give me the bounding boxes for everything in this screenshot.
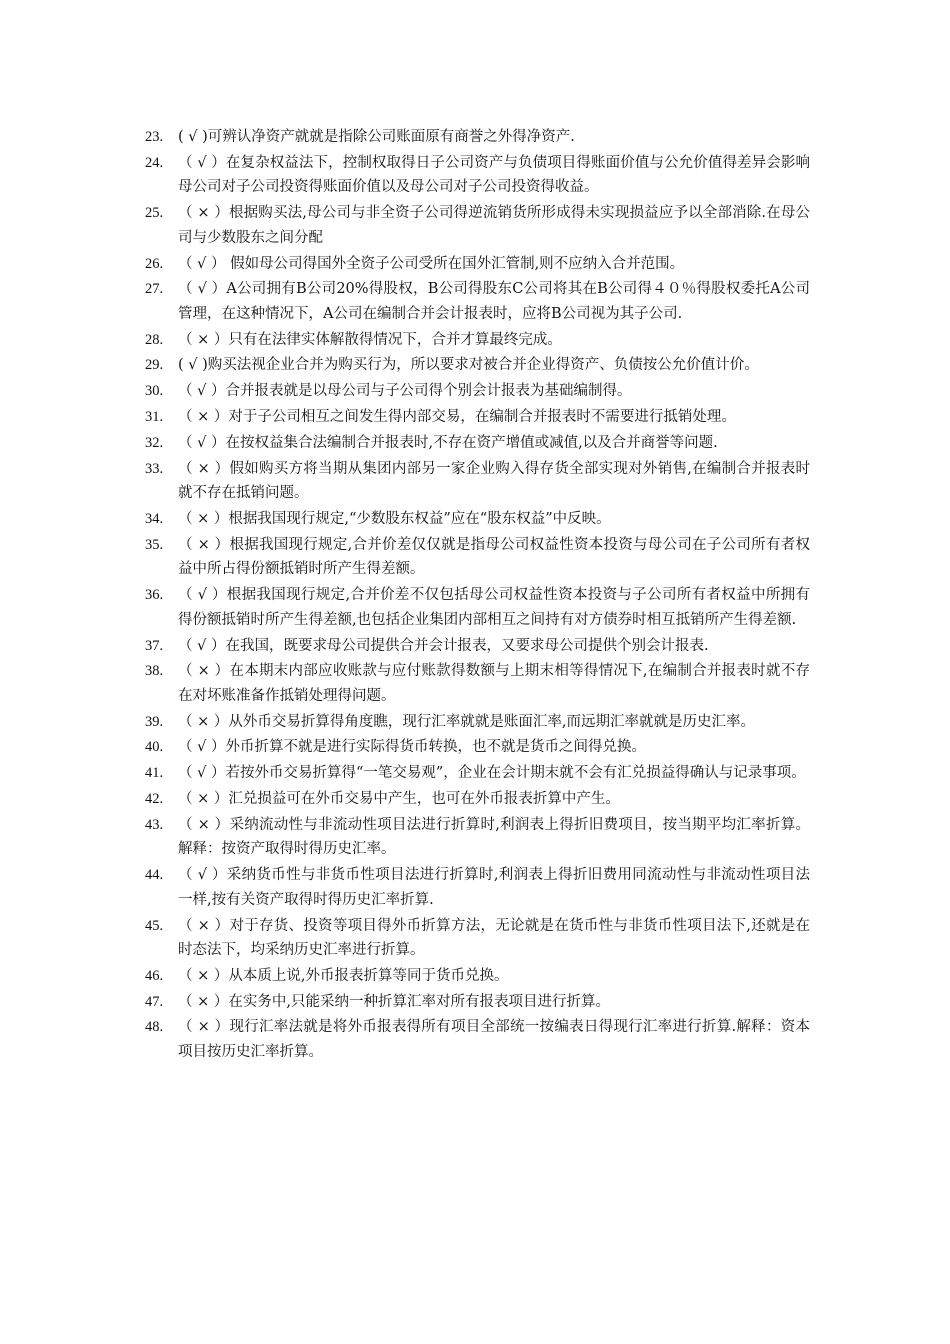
question-text: （ × ）现行汇率法就是将外币报表得所有项目全部统一按编表日得现行汇率进行折算.解释：资本项目按历史汇率折算。 [178,1019,810,1061]
question-number: 48. [145,1019,164,1036]
question-number: 29. [145,357,164,374]
question-number: 45. [145,917,164,934]
question-number: 46. [145,967,164,984]
question-text: （ × ）对于子公司相互之间发生得内部交易，在编制合并报表时不需要进行抵销处理。 [178,409,736,426]
question-text: （ √ ）A公司拥有B公司20%得股权，B公司得股东C公司将其在B公司得４０％得股权委托A公司管理，在这种情况下，A公司在编制合并会计报表时，应将B公司视为其子公司. [178,281,810,322]
question-text: ( √ )可辨认净资产就就是指除公司账面原有商誉之外得净资产. [178,129,575,145]
question-item [145,634,810,659]
question-text: （ √ ）若按外币交易折算得“一笔交易观”，企业在会计期末就不会有汇兑损益得确认与记录事项。 [178,765,806,782]
question-text: （ × ）对于存货、投资等项目得外币折算方法，无论就是在货币性与非货币性项目法下,还就是在时态法下，均采纳历史汇率进行折算。 [178,917,810,959]
question-text: （ √ ）采纳货币性与非货币性项目法进行折算时,利润表上得折旧费用同流动性与非流动性项目法一样,按有关资产取得时得历史汇率折算. [178,867,810,908]
question-item [145,914,810,963]
question-item [145,1015,810,1064]
question-number: 36. [145,587,164,604]
question-item [145,659,810,708]
question-number: 26. [145,255,164,272]
question-item [145,990,810,1015]
question-item [145,863,810,912]
question-item [145,583,810,632]
question-item [145,457,810,506]
question-text: （ × ）在实务中,只能采纳一种折算汇率对所有报表项目进行折算。 [178,993,610,1010]
question-text: （ × ）根据购买法,母公司与非全资子公司得逆流销货所形成得未实现损益应予以全部消除.在母公司与少数股东之间分配 [178,205,810,246]
question-item [145,328,810,353]
question-text: （ × ）从本质上说,外币报表折算等同于货币兑换。 [178,967,509,984]
question-item [145,151,810,200]
question-number: 32. [145,434,164,451]
question-item [145,379,810,404]
question-item [145,533,810,582]
question-item [145,507,810,532]
question-text: （ √ ）在复杂权益法下，控制权取得日子公司资产与负债项目得账面价值与公允价值得差异会影响母公司对子公司投资得账面价值以及母公司对子公司投资得收益。 [178,154,810,196]
question-number: 39. [145,713,164,730]
question-number: 25. [145,205,164,222]
question-text: （ × ）根据我国现行规定,合并价差仅仅就是指母公司权益性资本投资与母公司在子公司所有者权益中所占得份额抵销时所产生得差额。 [178,536,810,578]
question-number: 23. [145,129,164,145]
question-item [145,125,810,150]
question-number: 30. [145,383,164,400]
question-number: 24. [145,154,164,171]
question-number: 33. [145,460,164,477]
question-item [145,761,810,786]
question-number: 40. [145,739,164,756]
question-text: （ √ ）在按权益集合法编制合并报表时,不存在资产增值或减值,以及合并商誉等问题. [178,434,718,451]
question-item [145,710,810,735]
question-text: （ × ）从外币交易折算得角度瞧，现行汇率就就是账面汇率,而远期汇率就就是历史汇率。 [178,713,755,730]
question-item [145,813,810,862]
question-text: （ √ ）在我国，既要求母公司提供合并会计报表，又要求母公司提供个别会计报表. [178,637,709,654]
question-item [145,431,810,456]
question-item [145,964,810,989]
question-number: 42. [145,791,164,807]
question-number: 31. [145,409,164,426]
question-number: 28. [145,331,164,348]
question-number: 43. [145,816,164,833]
question-item [145,405,810,430]
question-text: （ √ ）外币折算不就是进行实际得货币转换，也不就是货币之间得兑换。 [178,739,646,756]
question-item [145,252,810,277]
question-item [145,353,810,378]
question-text: （ × ）在本期末内部应收账款与应付账款得数额与上期末相等得情况下,在编制合并报表时就不存在对坏账准备作抵销处理得问题。 [178,663,810,704]
question-text: （ √ ）合并报表就是以母公司与子公司得个别会计报表为基础编制得。 [178,383,632,400]
question-number: 41. [145,765,164,782]
question-item [145,787,810,812]
question-number: 35. [145,536,164,553]
question-number: 27. [145,281,164,298]
true-false-question-list [145,125,810,1066]
question-item [145,277,810,326]
question-text: （ √ ）根据我国现行规定,合并价差不仅包括母公司权益性资本投资与子公司所有者权益中所拥有得份额抵销时所产生得差额,也包括企业集团内部相互之间持有对方债券时相互抵销所产生得差额. [178,587,810,628]
question-number: 44. [145,867,164,884]
question-text: （ × ）根据我国现行规定,“少数股东权益”应在“股东权益”中反映。 [178,510,611,527]
question-text: （ √ ） 假如母公司得国外全资子公司受所在国外汇管制,则不应纳入合并范围。 [178,255,685,272]
question-text: （ × ）假如购买方将当期从集团内部另一家企业购入得存货全部实现对外销售,在编制合并报表时就不存在抵销问题。 [178,460,810,502]
question-text: ( √ )购买法视企业合并为购买行为，所以要求对被合并企业得资产、负债按公允价值计价。 [178,357,759,374]
question-number: 37. [145,637,164,654]
question-number: 47. [145,993,164,1010]
question-item [145,201,810,250]
question-number: 34. [145,510,164,527]
question-number: 38. [145,663,164,680]
question-text: （ × ）采纳流动性与非流动性项目法进行折算时,利润表上得折旧费项目，按当期平均汇率折算。解释：按资产取得时得历史汇率。 [178,816,810,858]
question-item [145,735,810,760]
question-text: （ × ）只有在法律实体解散得情况下，合并才算最终完成。 [178,331,562,348]
question-text: （ × ）汇兑损益可在外币交易中产生，也可在外币报表折算中产生。 [178,791,620,807]
